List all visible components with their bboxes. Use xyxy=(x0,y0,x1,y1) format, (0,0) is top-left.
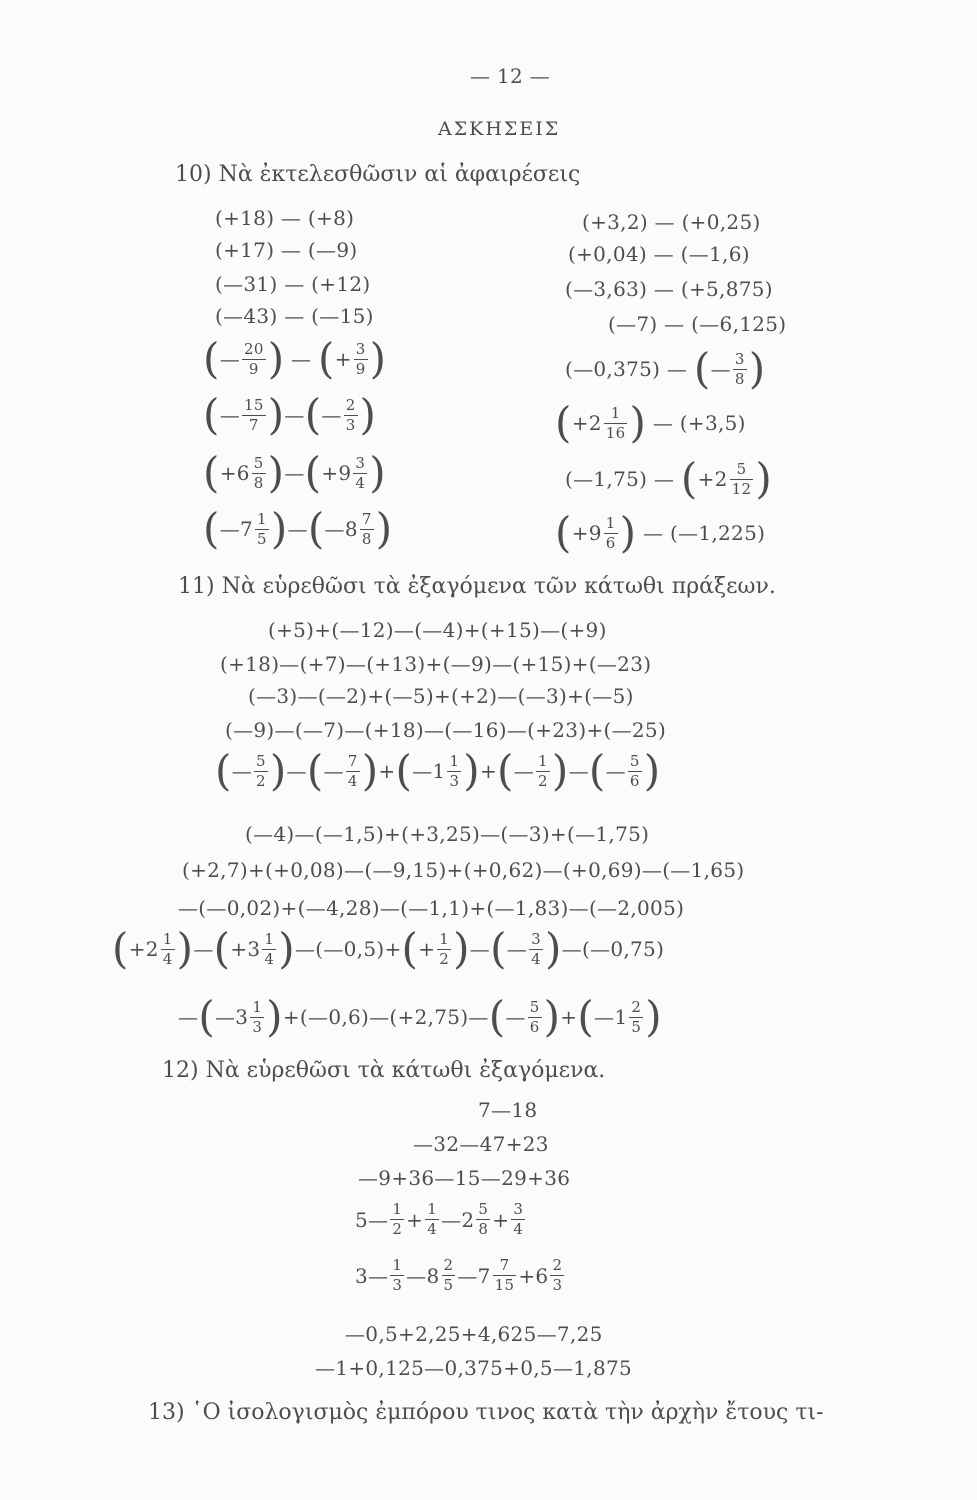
ex12-line: —0,5+2,25+4,625—7,25 xyxy=(345,1322,603,1346)
ex10-frac-row: (—0,375) — (— $\frac{3}{8}$ ) xyxy=(565,344,766,393)
ex11-line: (—4)—(—1,5)+(+3,25)—(—3)+(—1,75) xyxy=(245,822,650,846)
section-heading: ΑΣΚΗΣΕΙΣ xyxy=(438,118,561,140)
ex10-frac-row: (+2 $\frac{1}{16}$ ) — (+3,5) xyxy=(555,398,746,447)
ex12-fraction-line: 3— $\frac{1}{3}$ —8 $\frac{2}{5}$ —7 $\frac{7}{15}$ +6 $\frac{2}{3}$ xyxy=(355,1256,563,1294)
ex12-line: —1+0,125—0,375+0,5—1,875 xyxy=(315,1356,633,1380)
ex10-right-line: (—3,63) — (+5,875) xyxy=(565,277,773,301)
ex11-line: (—9)—(—7)—(+18)—(—16)—(+23)+(—25) xyxy=(225,718,667,742)
exercise-10-title: 10) Νὰ ἐκτελεσθῶσιν αἱ ἀφαιρέσεις xyxy=(175,162,581,187)
ex10-right-line: (+0,04) — (—1,6) xyxy=(568,242,750,266)
ex10-frac-row: (+9 $\frac{1}{6}$ ) — (—1,225) xyxy=(555,508,766,557)
ex11-line: (+18)—(+7)—(+13)+(—9)—(+15)+(—23) xyxy=(220,652,652,676)
ex10-frac-row: (—1,75) — (+2 $\frac{5}{12}$ ) xyxy=(565,454,773,503)
ex10-frac-row: (+6 $\frac{5}{8}$ )—(+9 $\frac{3}{4}$ ) xyxy=(203,448,386,497)
ex10-left-line: (—31) — (+12) xyxy=(215,272,371,296)
exercise-12-title: 12) Νὰ εὑρεθῶσι τὰ κάτωθι ἐξαγόμενα. xyxy=(162,1058,606,1083)
page-number: — 12 — xyxy=(470,64,550,88)
ex11-line: —(—0,02)+(—4,28)—(—1,1)+(—1,83)—(—2,005) xyxy=(178,896,685,920)
ex12-fraction-line: 5— $\frac{1}{2}$ + $\frac{1}{4}$ —2 $\frac{5}{8}$ + $\frac{3}{4}$ xyxy=(355,1200,524,1238)
ex10-frac-row: (— $\frac{15}{7}$ )—(— $\frac{2}{3}$ ) xyxy=(203,390,377,439)
ex12-line: —9+36—15—29+36 xyxy=(358,1166,571,1190)
ex11-fraction-line: —(—3 $\frac{1}{3}$ )+(—0,6)—(+2,75)—(— $\frac{5}{6}$ )+(—1 $\frac{2}{5}$ ) xyxy=(178,992,662,1041)
ex10-left-line: (+17) — (—9) xyxy=(215,238,358,262)
ex10-left-line: (+18) — (+8) xyxy=(215,206,355,230)
ex10-frac-row: (— $\frac{20}{9}$ ) — (+ $\frac{3}{9}$ ) xyxy=(203,334,387,383)
ex10-frac-row: (—7 $\frac{1}{5}$ )—(—8 $\frac{7}{8}$ ) xyxy=(203,504,393,553)
ex11-fraction-line: (— $\frac{5}{2}$ )—(— $\frac{7}{4}$ )+(—1 $\frac{1}{3}$ )+(— $\frac{1}{2}$ )—(— $\frac{5}{6}$ ) xyxy=(215,746,661,795)
ex10-right-line: (—7) — (—6,125) xyxy=(608,312,787,336)
exercise-11-title: 11) Νὰ εὑρεθῶσι τὰ ἐξαγόμενα τῶν κάτωθι πράξεων. xyxy=(178,574,776,599)
ex12-line: —32—47+23 xyxy=(413,1132,549,1156)
ex11-line: (—3)—(—2)+(—5)+(+2)—(—3)+(—5) xyxy=(248,684,634,708)
ex10-right-line: (+3,2) — (+0,25) xyxy=(582,210,761,234)
ex10-left-line: (—43) — (—15) xyxy=(215,304,374,328)
ex11-fraction-line: (+2 $\frac{1}{4}$ )—(+3 $\frac{1}{4}$ )—(—0,5)+(+ $\frac{1}{2}$ )—(— $\frac{3}{4}$ )—(—0,75) xyxy=(112,924,665,973)
ex12-line: 7—18 xyxy=(478,1098,538,1122)
ex11-line: (+5)+(—12)—(—4)+(+15)—(+9) xyxy=(268,618,607,642)
exercise-13-title: 13) ῾Ο ἰσολογισμὸς ἐμπόρου τινος κατὰ τὴν ἀρχὴν ἔτους τι- xyxy=(148,1400,824,1425)
ex11-line: (+2,7)+(+0,08)—(—9,15)+(+0,62)—(+0,69)—(—1,65) xyxy=(182,858,745,882)
